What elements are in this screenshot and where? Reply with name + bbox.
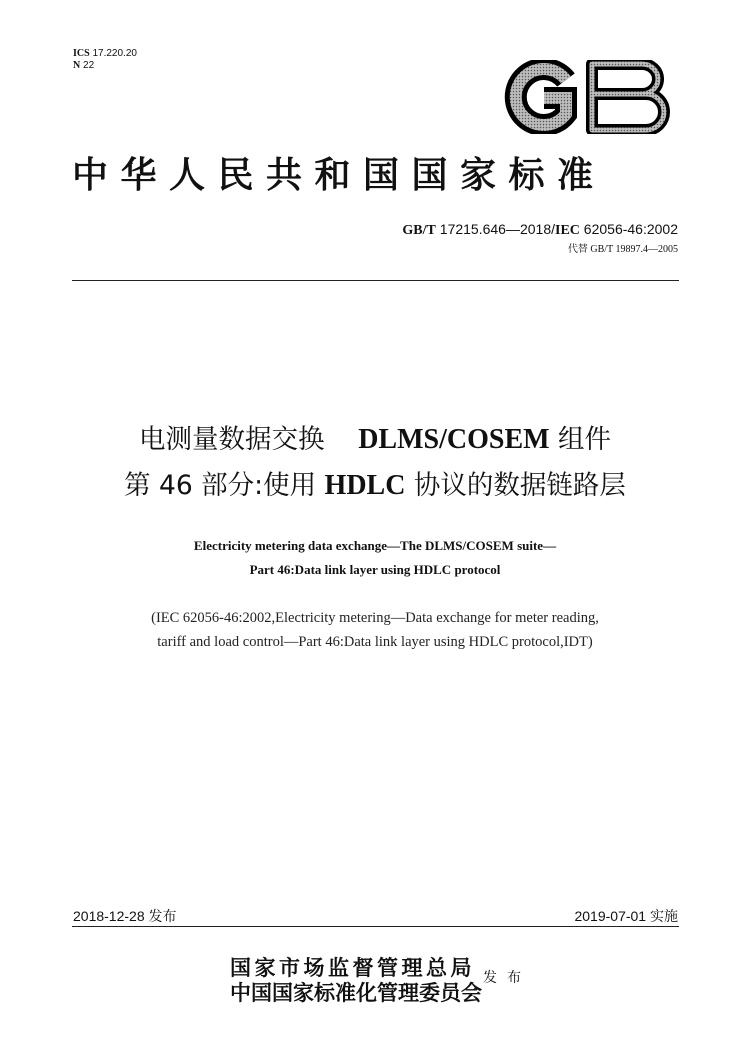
- iec-number-prefix: IEC: [555, 223, 580, 238]
- iec-number-value: 62056-46:2002: [583, 221, 678, 237]
- zh-title-line-1: [0, 418, 750, 462]
- zh-title-1b: 组件: [558, 424, 611, 455]
- implementation-date: 2019-07-01 实施: [574, 908, 678, 924]
- replaces-note: 代替 GB/T 19897.4—2005: [567, 244, 678, 255]
- issuer-samr: 国家市场监督管理总局: [230, 955, 475, 980]
- en-title-line-1: Electricity metering data exchange—The DLMS/COSEM suite—: [193, 538, 557, 553]
- standard-number: [402, 221, 678, 239]
- zh-title-2b: 协议的数据链路层: [413, 470, 626, 501]
- ics-label: ICS: [73, 48, 90, 59]
- zh-title-2-latin: HDLC: [324, 470, 406, 501]
- issuer-sac: 中国国家标准化管理委员会: [230, 980, 482, 1005]
- publish-label: 发布: [483, 970, 531, 986]
- iec-reference-line-1: (IEC 62056-46:2002,Electricity metering—Data exchange for meter reading,: [151, 610, 599, 626]
- ics-code-line: [73, 48, 137, 60]
- en-title-line-2: Part 46:Data link layer using HDLC protocol: [249, 562, 501, 577]
- iec-reference-line-2: tariff and load control—Part 46:Data link layer using HDLC protocol,IDT): [157, 634, 593, 650]
- classification-codes: [73, 48, 137, 72]
- zh-title-1-latin: DLMS/COSEM: [358, 424, 550, 455]
- issue-date: 2018-12-28 发布: [73, 908, 177, 924]
- ics-code: 17.220.20: [92, 48, 137, 59]
- standard-number-prefix: GB/T: [402, 223, 436, 238]
- zh-title-line-2: [0, 464, 750, 508]
- footer-divider: [72, 926, 679, 927]
- national-standard-title: 中华人民共和国国家标准: [72, 154, 606, 196]
- ccs-label: N: [73, 60, 81, 71]
- ccs-code: 22: [83, 60, 95, 71]
- gb-logo: [494, 60, 672, 134]
- ccs-code-line: [73, 60, 137, 72]
- header-divider: [72, 280, 679, 281]
- zh-title-2a: 第 46 部分:使用: [124, 470, 317, 501]
- standard-number-value: 17215.646—2018/: [439, 221, 555, 237]
- zh-title-1a: 电测量数据交换: [139, 424, 325, 455]
